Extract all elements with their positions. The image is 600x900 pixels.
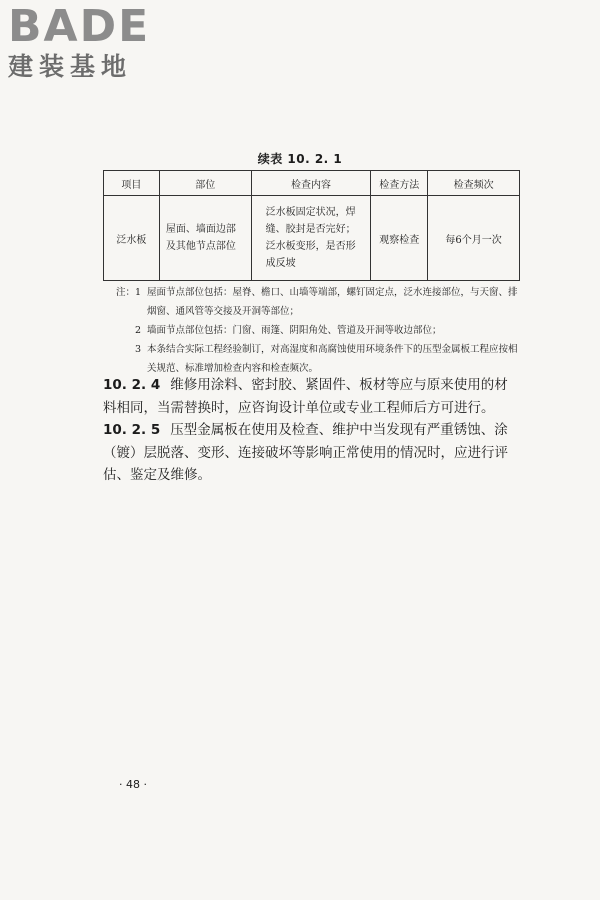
table-caption: 续表 10. 2. 1 [257,152,343,166]
logo-mark: BADE [8,1,151,52]
clause-number: 10. 2. 4 [103,377,161,393]
clause-text: 维修用涂料、密封胶、紧固件、板材等应与原来使用的材料相同，当需替换时，应咨询设计单位或专业工程师后方可进行。 [103,377,508,416]
page-number: · 48 · [119,778,147,791]
notes-label: 注： [115,287,135,298]
header-content: 检查内容 [251,171,371,196]
header-position: 部位 [159,171,251,196]
note-number: 注：1 [115,287,141,298]
note-text: 本条结合实际工程经验制订，对高湿度和高腐蚀使用环境条件下的压型金属板工程应按相关规范、标准增加检查内容和检查频次。 [147,344,518,374]
inspection-table [103,170,520,281]
header-method: 检查方法 [371,171,428,196]
table-notes [115,283,520,378]
header-item: 项目 [104,171,160,196]
clause-10-2-5 [103,419,521,487]
header-frequency: 检查频次 [428,171,520,196]
note-text: 屋面节点部位包括：屋脊、檐口、山墙等端部，螺钉固定点，泛水连接部位，与天窗、排烟窗、通风管等交接及开洞等部位； [147,287,518,317]
cell-frequency: 每6个月一次 [428,196,520,281]
note-item [115,321,520,340]
clause-number: 10. 2. 5 [103,422,161,438]
cell-method: 观察检查 [371,196,428,281]
note-number: 2 [134,325,141,336]
note-item [115,340,520,378]
note-text: 墙面节点部位包括：门窗、雨篷、阴阳角处、管道及开洞等收边部位； [147,325,442,336]
cell-content [251,196,371,281]
cell-position: 屋面、墙面边部及其他节点部位 [159,196,251,281]
note-item [115,283,520,321]
clause-10-2-4 [103,374,521,419]
logo-subtitle: 建装基地 [8,52,133,81]
clause-list [103,374,521,487]
cell-content-line: 泛水板固定状况，焊缝、胶封是否完好； [265,207,356,235]
table-header-row [104,171,520,196]
note-number: 3 [134,344,141,355]
table-row [104,196,520,281]
clause-text: 压型金属板在使用及检查、维护中当发现有严重锈蚀、涂（镀）层脱落、变形、连接破坏等影响正常使用的情况时，应进行评估、鉴定及维修。 [103,422,508,483]
cell-item: 泛水板 [104,196,160,281]
bade-logo [8,1,178,82]
cell-content-line: 泛水板变形，是否形成反坡 [265,241,356,269]
